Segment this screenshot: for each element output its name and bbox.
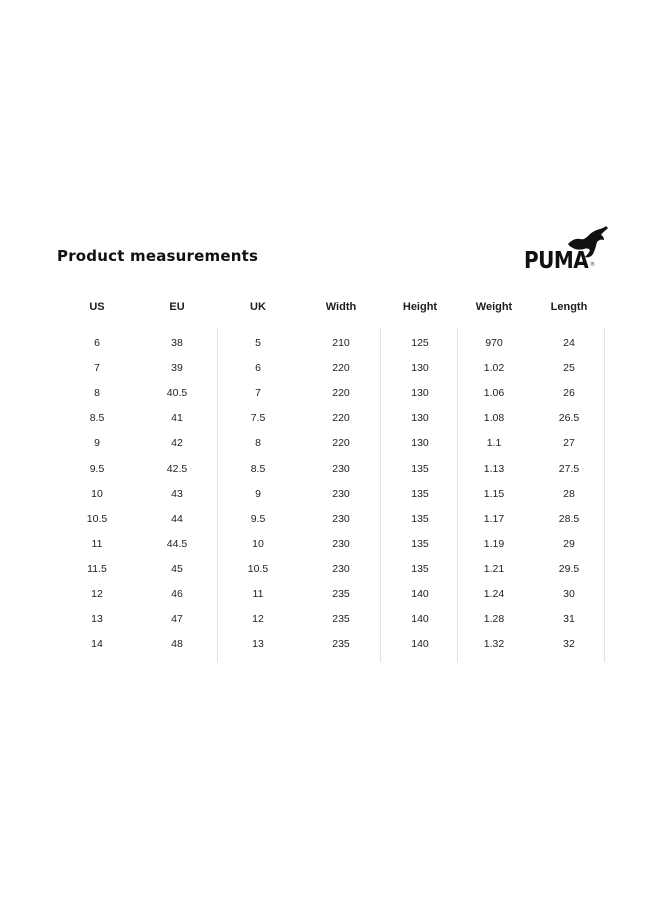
table-cell: 26 xyxy=(563,387,575,400)
column-divider xyxy=(217,328,218,662)
logo-registered-mark: ® xyxy=(590,262,595,268)
table-cell: 47 xyxy=(171,613,183,626)
table-cell: 1.21 xyxy=(483,562,505,575)
table-cell: 8.5 xyxy=(250,462,266,475)
column-header-width: Width xyxy=(325,301,357,313)
table-cell: 1.06 xyxy=(483,387,505,400)
table-cell: 44.5 xyxy=(166,537,188,550)
puma-logo xyxy=(524,226,612,272)
table-cell: 25 xyxy=(563,362,575,375)
column-header-length: Length xyxy=(550,301,588,313)
table-cell: 31 xyxy=(563,613,575,626)
table-cell: 11 xyxy=(91,537,103,550)
table-cell: 9.5 xyxy=(89,462,105,475)
table-cell: 230 xyxy=(332,562,350,575)
table-cell: 135 xyxy=(411,562,429,575)
column-header-uk: UK xyxy=(250,301,266,313)
table-cell: 11.5 xyxy=(87,562,107,575)
table-cell: 7 xyxy=(255,387,261,400)
table-cell: 220 xyxy=(332,387,350,400)
table-cell: 10 xyxy=(252,537,264,550)
puma-cat-icon xyxy=(562,226,610,268)
table-cell: 44 xyxy=(171,512,183,525)
table-cell: 43 xyxy=(171,487,183,500)
table-cell: 45 xyxy=(171,562,183,575)
table-cell: 8 xyxy=(94,387,100,400)
table-cell: 30 xyxy=(563,588,575,600)
table-cell: 27.5 xyxy=(558,462,580,475)
table-cell: 29 xyxy=(563,537,575,550)
column-header-weight: Weight xyxy=(475,301,513,313)
table-cell: 7 xyxy=(94,362,100,375)
table-cell: 135 xyxy=(411,462,429,475)
table-cell: 220 xyxy=(332,437,350,450)
table-cell: 28.5 xyxy=(558,512,580,525)
table-cell: 230 xyxy=(332,537,350,550)
table-cell: 130 xyxy=(411,437,429,450)
table-cell: 6 xyxy=(94,337,100,349)
column-divider xyxy=(380,328,381,662)
table-cell: 130 xyxy=(411,412,429,425)
table-cell: 125 xyxy=(411,337,429,349)
table-cell: 9 xyxy=(255,487,261,500)
table-cell: 1.17 xyxy=(483,512,505,525)
column-header-eu: EU xyxy=(169,301,185,313)
table-cell: 230 xyxy=(332,462,350,475)
logo-wordmark: PUMA xyxy=(524,246,589,274)
table-cell: 13 xyxy=(91,613,103,626)
table-cell: 230 xyxy=(332,487,350,500)
table-cell: 42.5 xyxy=(166,462,188,475)
table-cell: 42 xyxy=(171,437,183,450)
table-cell: 10.5 xyxy=(247,562,269,575)
table-cell: 130 xyxy=(411,387,429,400)
table-cell: 1.08 xyxy=(483,412,505,425)
table-cell: 1.1 xyxy=(486,437,502,450)
table-cell: 48 xyxy=(171,638,183,651)
table-cell: 6 xyxy=(255,362,261,375)
table-cell: 135 xyxy=(411,512,429,525)
table-cell: 130 xyxy=(411,362,429,375)
table-cell: 9 xyxy=(94,437,100,450)
table-cell: 38 xyxy=(171,337,183,349)
table-cell: 220 xyxy=(332,362,350,375)
table-cell: 235 xyxy=(332,613,350,626)
table-cell: 14 xyxy=(91,638,103,651)
table-cell: 13 xyxy=(252,638,264,651)
table-cell: 1.32 xyxy=(483,638,505,651)
table-cell: 1.15 xyxy=(483,487,505,500)
table-cell: 140 xyxy=(411,638,429,651)
table-cell: 140 xyxy=(411,613,429,626)
table-cell: 46 xyxy=(171,588,183,600)
table-cell: 1.19 xyxy=(483,537,505,550)
table-cell: 5 xyxy=(255,337,261,349)
table-cell: 24 xyxy=(563,337,575,349)
table-cell: 1.13 xyxy=(483,462,505,475)
table-cell: 8 xyxy=(255,437,261,450)
table-cell: 12 xyxy=(252,613,264,626)
table-cell: 29.5 xyxy=(558,562,580,575)
table-cell: 40.5 xyxy=(166,387,188,400)
table-cell: 39 xyxy=(171,362,183,375)
table-cell: 7.5 xyxy=(250,412,266,425)
table-cell: 135 xyxy=(411,537,429,550)
table-cell: 27 xyxy=(563,437,575,450)
table-cell: 235 xyxy=(332,638,350,651)
table-cell: 12 xyxy=(91,588,103,600)
table-cell: 970 xyxy=(485,337,503,349)
table-cell: 1.28 xyxy=(483,613,505,626)
table-cell: 9.5 xyxy=(250,512,266,525)
table-cell: 28 xyxy=(563,487,575,500)
column-header-us: US xyxy=(89,301,105,313)
table-cell: 41 xyxy=(171,412,183,425)
table-cell: 235 xyxy=(332,588,350,600)
table-cell: 26.5 xyxy=(558,412,580,425)
table-cell: 1.24 xyxy=(483,588,505,600)
table-cell: 8.5 xyxy=(89,412,105,425)
column-divider xyxy=(457,328,458,662)
table-cell: 140 xyxy=(411,588,429,600)
page-title: Product measurements xyxy=(57,247,259,265)
table-cell: 32 xyxy=(563,638,575,651)
column-divider xyxy=(604,328,605,662)
table-cell: 10 xyxy=(91,487,103,500)
column-header-height: Height xyxy=(402,301,438,313)
table-cell: 220 xyxy=(332,412,350,425)
table-cell: 11 xyxy=(252,588,264,600)
table-cell: 210 xyxy=(332,337,350,349)
table-cell: 135 xyxy=(411,487,429,500)
table-cell: 230 xyxy=(332,512,350,525)
table-cell: 1.02 xyxy=(483,362,505,375)
table-cell: 10.5 xyxy=(86,512,108,525)
